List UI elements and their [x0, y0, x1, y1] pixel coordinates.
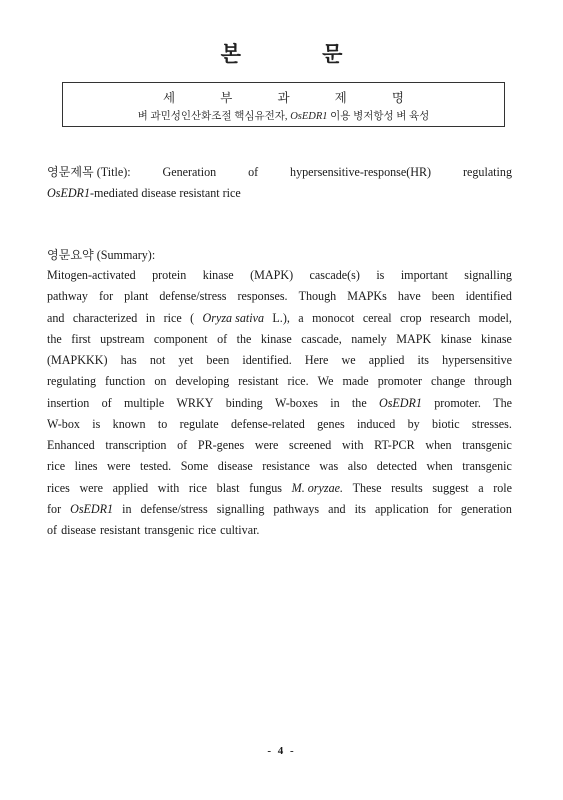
summary-word: were: [106, 459, 131, 474]
english-title-section: [47, 162, 512, 204]
summary-word: yet: [178, 353, 194, 367]
summary-word: identified: [465, 289, 512, 304]
summary-word: promoter.: [434, 395, 481, 410]
summary-word: was: [319, 459, 339, 474]
summary-word: a: [298, 310, 304, 325]
summary-word: applied: [112, 480, 149, 495]
summary-line: [47, 414, 512, 435]
summary-word: first: [71, 331, 91, 346]
summary-word: its: [417, 353, 429, 367]
summary-word: rice: [188, 480, 208, 495]
summary-word: research: [429, 310, 471, 325]
summary-word: defense/stress: [140, 501, 208, 516]
subtitle-post: 이용 병저항성 벼 육성: [327, 111, 430, 122]
box-heading: 세 부 과 제 명: [163, 91, 425, 105]
summary-word: rices: [47, 480, 70, 495]
summary-word: known: [112, 416, 146, 431]
summary-word: with: [342, 438, 364, 452]
summary-word: of: [177, 438, 188, 452]
summary-word: we: [341, 353, 356, 367]
title-gene: OsEDR1: [47, 186, 90, 200]
title-rest: -mediated disease resistant rice: [90, 186, 241, 200]
summary-word: W-box: [47, 416, 80, 431]
summary-word: (MAPKKK): [47, 353, 108, 367]
summary-word: rice: [47, 459, 66, 474]
summary-word: Enhanced: [47, 438, 95, 452]
summary-word: pathways: [273, 501, 320, 516]
summary-word: when: [426, 459, 453, 474]
summary-word: results: [391, 480, 423, 495]
summary-word: its: [354, 501, 366, 516]
summary-line: [47, 393, 512, 414]
summary-word: disease: [61, 523, 97, 537]
summary-word: is: [92, 416, 101, 431]
summary-line: [47, 499, 512, 520]
summary-word: been: [431, 289, 455, 304]
summary-word: were: [254, 438, 279, 452]
summary-word: cultivar.: [220, 523, 260, 537]
summary-word: disease: [217, 459, 253, 474]
summary-word: RT-PCR: [374, 438, 415, 452]
summary-word: for: [99, 289, 114, 304]
summary-word: insertion: [47, 395, 90, 410]
summary-word: role: [493, 480, 512, 495]
summary-word: Some: [180, 459, 209, 474]
summary-word: rice: [163, 310, 182, 325]
summary-word: and: [328, 501, 346, 516]
summary-word: of: [217, 331, 228, 346]
summary-word: cascade,: [301, 331, 342, 346]
summary-word: promoter: [377, 374, 423, 389]
summary-word: not: [149, 353, 166, 367]
summary-word: responses.: [237, 289, 288, 304]
summary-word: suggest: [432, 480, 469, 495]
summary-word: for: [47, 501, 62, 516]
summary-label: 영문요약 (Summary):: [47, 248, 156, 262]
summary-word: transgenic: [462, 438, 512, 452]
summary-line: [47, 478, 512, 499]
summary-word: Oryza sativa: [202, 310, 265, 325]
summary-word: crop: [400, 310, 422, 325]
summary-word: made: [342, 374, 369, 389]
summary-word: M. oryzae.: [291, 480, 344, 495]
summary-word: identified.: [242, 353, 292, 367]
summary-word: MAPK: [396, 331, 432, 346]
summary-word: detected: [376, 459, 417, 474]
project-subtitle: [63, 108, 504, 123]
summary-word: and: [47, 310, 65, 325]
summary-line: [47, 456, 512, 477]
title-word: hypersensitive-response(HR): [290, 165, 432, 179]
summary-word: function: [105, 374, 146, 389]
summary-word: namely: [351, 331, 387, 346]
summary-word: of: [101, 395, 112, 410]
summary-word: These: [352, 480, 382, 495]
summary-word: screened: [289, 438, 332, 452]
summary-word: applied: [368, 353, 405, 367]
summary-word: defense-related: [230, 416, 305, 431]
summary-body: [47, 265, 512, 541]
summary-word: in: [330, 395, 340, 410]
summary-word: have: [397, 289, 421, 304]
summary-word: in: [122, 501, 132, 516]
title-word: Generation: [162, 165, 217, 179]
summary-word: for: [437, 501, 452, 516]
summary-word: We: [317, 374, 334, 389]
summary-word: the: [47, 331, 62, 346]
summary-word: genes: [317, 416, 345, 431]
summary-word: induced: [357, 416, 396, 431]
summary-word: transgenic: [462, 459, 512, 474]
title-word: of: [248, 165, 259, 179]
summary-word: plant: [124, 289, 149, 304]
summary-word: of: [47, 523, 58, 537]
summary-word: been: [206, 353, 230, 367]
summary-word: regulate: [179, 416, 219, 431]
summary-word: protein: [152, 268, 187, 282]
summary-word: transgenic: [144, 523, 195, 537]
summary-word: in: [145, 310, 156, 325]
summary-word: transcription: [105, 438, 167, 452]
subtitle-pre: 벼 과민성인산화조절 핵심유전자,: [137, 111, 291, 122]
summary-word: Though: [298, 289, 337, 304]
summary-word: stresses.: [471, 416, 512, 431]
summary-word: (: [190, 310, 195, 325]
summary-word: WRKY: [176, 395, 214, 410]
summary-word: cereal: [362, 310, 392, 325]
page-number: - 4 -: [267, 745, 296, 757]
summary-word: OsEDR1: [70, 501, 114, 516]
summary-word: is: [376, 268, 385, 282]
summary-word: resistant: [238, 374, 279, 389]
summary-word: blast: [216, 480, 240, 495]
summary-word: kinase: [260, 331, 292, 346]
summary-word: when: [425, 438, 452, 452]
summary-word: tested.: [139, 459, 172, 474]
summary-word: rice: [198, 523, 217, 537]
summary-word: PR-genes: [197, 438, 245, 452]
summary-word: upstream: [100, 331, 145, 346]
summary-word: component: [153, 331, 208, 346]
summary-word: L.),: [272, 310, 290, 325]
summary-word: biotic: [432, 416, 460, 431]
summary-word: developing: [175, 374, 230, 389]
summary-word: resistant: [100, 523, 141, 537]
summary-word: by: [407, 416, 420, 431]
summary-word: pathway: [47, 289, 88, 304]
summary-word: a: [478, 480, 484, 495]
summary-line: [47, 329, 512, 350]
summary-line: [47, 265, 512, 286]
project-title-box: [62, 82, 505, 127]
summary-word: resistance: [262, 459, 310, 474]
summary-word: with: [157, 480, 180, 495]
summary-word: kinase: [481, 331, 512, 346]
page-title: 본 문: [220, 42, 381, 66]
summary-line: [47, 520, 512, 541]
summary-word: binding: [225, 395, 263, 410]
summary-word: multiple: [123, 395, 165, 410]
summary-line: [47, 371, 512, 392]
summary-word: regulating: [47, 374, 97, 389]
summary-word: hypersensitive: [442, 353, 512, 367]
summary-word: the: [236, 331, 252, 346]
summary-word: were: [79, 480, 103, 495]
subtitle-gene: OsEDR1: [290, 111, 328, 122]
summary-word: rice.: [287, 374, 309, 389]
summary-word: cascade(s): [309, 268, 360, 282]
summary-word: important: [400, 268, 448, 282]
summary-line: [47, 350, 512, 371]
summary-word: MAPKs: [347, 289, 387, 304]
summary-word: lines: [74, 459, 98, 474]
summary-word: on: [154, 374, 167, 389]
summary-word: signalling: [464, 268, 512, 282]
summary-word: Mitogen-activated: [47, 268, 136, 282]
summary-word: the: [351, 395, 367, 410]
title-word: regulating: [462, 165, 512, 179]
summary-word: change: [431, 374, 466, 389]
summary-line: [47, 435, 512, 456]
summary-word: also: [347, 459, 368, 474]
summary-word: W-boxes: [274, 395, 318, 410]
summary-word: defense/stress: [159, 289, 227, 304]
summary-word: kinase: [440, 331, 472, 346]
summary-word: characterized: [72, 310, 138, 325]
summary-word: signalling: [216, 501, 265, 516]
summary-word: (MAPK): [250, 268, 294, 282]
english-title-label: 영문제목 (Title):: [47, 165, 131, 179]
english-title-line-2: [47, 183, 512, 204]
summary-word: kinase: [202, 268, 234, 282]
summary-word: application: [375, 501, 429, 516]
summary-word: monocot: [312, 310, 355, 325]
summary-word: has: [120, 353, 137, 367]
english-title-line-1: [47, 162, 512, 183]
summary-word: fungus: [249, 480, 283, 495]
summary-word: OsEDR1: [378, 395, 422, 410]
summary-line: [47, 286, 512, 307]
summary-word: through: [474, 374, 512, 389]
summary-word: generation: [460, 501, 512, 516]
summary-word: to: [157, 416, 168, 431]
summary-word: The: [493, 395, 512, 410]
summary-word: Here: [304, 353, 329, 367]
summary-line: [47, 308, 512, 329]
summary-word: model,: [478, 310, 512, 325]
